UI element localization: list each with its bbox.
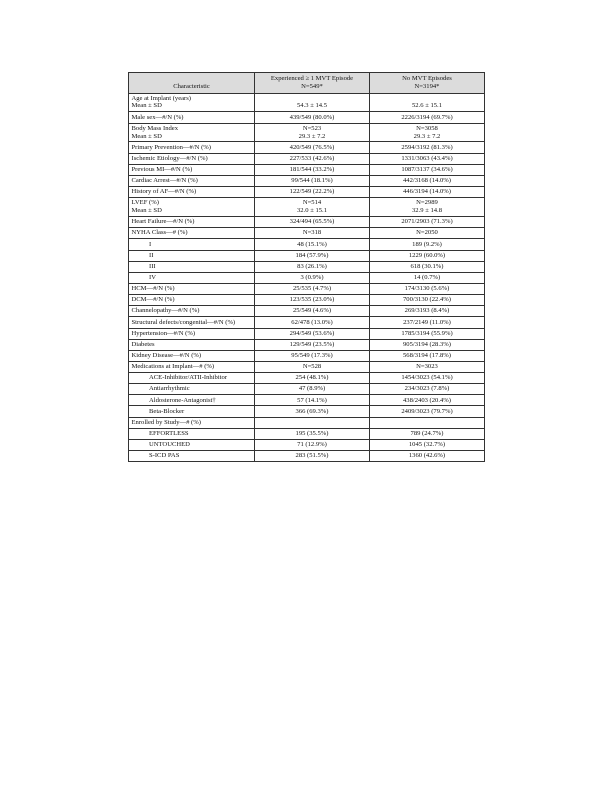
table-row: [129, 217, 485, 228]
cell-line: 95/549 (17.3%): [291, 351, 333, 359]
table-row: [129, 417, 485, 428]
cell-line: Primary Prevention—#/N (%): [131, 143, 211, 151]
value-mvt-episode: [255, 112, 370, 123]
cell-line: N=2989: [416, 199, 438, 207]
table-row: [129, 439, 485, 450]
cell-line: 1785/3194 (55.9%): [401, 329, 453, 337]
table-row: [129, 239, 485, 250]
cell-line: Hypertension—#/N (%): [131, 329, 196, 337]
cell-line: 25/549 (4.6%): [292, 307, 332, 315]
table-row: [129, 384, 485, 395]
value-mvt-episode: [255, 295, 370, 306]
value-no-mvt: [370, 339, 485, 350]
cell-line: [258, 95, 367, 103]
row-label: [129, 406, 255, 417]
cell-line: Mean ± SD: [131, 102, 162, 110]
cell-line: UNTOUCHED: [149, 441, 190, 449]
table-row: [129, 153, 485, 164]
cell-line: Medications at Implant—# (%): [131, 363, 215, 371]
cell-line: IV: [149, 273, 156, 281]
cell-line: III: [149, 262, 156, 270]
cell-line: 14 (0.7%): [413, 273, 441, 281]
value-mvt-episode: [255, 428, 370, 439]
cell-line: 2071/2903 (71.3%): [401, 218, 453, 226]
cell-line: 1087/3137 (34.6%): [401, 165, 453, 173]
value-mvt-episode: [255, 272, 370, 283]
value-mvt-episode: [255, 283, 370, 294]
table-row: [129, 306, 485, 317]
value-mvt-episode: [255, 339, 370, 350]
row-label: [129, 272, 255, 283]
value-mvt-episode: [255, 373, 370, 384]
value-no-mvt: [370, 239, 485, 250]
table-row: [129, 428, 485, 439]
value-no-mvt: [370, 187, 485, 198]
cell-line: Body Mass Index: [131, 124, 179, 132]
value-mvt-episode: [255, 175, 370, 186]
value-mvt-episode: [255, 384, 370, 395]
cell-line: 29.3 ± 7.2: [298, 132, 326, 140]
value-no-mvt: [370, 198, 485, 217]
cell-line: Kidney Disease—#/N (%): [131, 351, 202, 359]
cell-line: 62/478 (13.0%): [291, 318, 333, 326]
cell-line: N=3058: [416, 124, 438, 132]
cell-line: N=318: [302, 229, 322, 237]
cell-line: Mean ± SD: [131, 132, 162, 140]
value-no-mvt: [370, 406, 485, 417]
table-row: [129, 228, 485, 239]
table-row: [129, 350, 485, 361]
value-mvt-episode: [255, 361, 370, 372]
row-label: [129, 306, 255, 317]
row-label: [129, 217, 255, 228]
cell-line: 52.6 ± 15.1: [412, 102, 442, 110]
row-label: [129, 187, 255, 198]
cell-line: 269/3193 (8.4%): [404, 307, 450, 315]
characteristics-table: [128, 72, 485, 462]
cell-line: 294/549 (53.6%): [289, 329, 335, 337]
cell-line: Mean ± SD: [131, 207, 162, 215]
table-row: [129, 164, 485, 175]
cell-line: Antiarrhythmic: [149, 385, 190, 393]
cell-line: 25/535 (4.7%): [292, 285, 332, 293]
cell-line: 442/3168 (14.0%): [403, 177, 451, 185]
cell-line: 71 (12.9%): [297, 441, 327, 449]
cell-line: 618 (30.1%): [410, 262, 444, 270]
value-mvt-episode: [255, 187, 370, 198]
row-label: [129, 339, 255, 350]
cell-line: I: [149, 240, 152, 248]
cell-line: 2226/3194 (69.7%): [401, 113, 453, 121]
row-label: [129, 153, 255, 164]
cell-line: 181/544 (33.2%): [289, 165, 335, 173]
row-label: [129, 417, 255, 428]
cell-line: [373, 419, 482, 427]
cell-line: Beta-Blocker: [149, 407, 185, 415]
cell-line: 254 (48.1%): [295, 374, 329, 382]
cell-line: N=528: [302, 363, 322, 371]
header-line: No MVT Episodes: [402, 75, 452, 82]
row-label: [129, 228, 255, 239]
value-mvt-episode: [255, 93, 370, 112]
row-label: [129, 373, 255, 384]
row-label: [129, 395, 255, 406]
value-no-mvt: [370, 373, 485, 384]
cell-line: 195 (35.5%): [295, 429, 329, 437]
value-mvt-episode: [255, 228, 370, 239]
row-label: [129, 239, 255, 250]
cell-line: Previous MI—#/N (%): [131, 165, 193, 173]
header-mvt-episode: [255, 73, 370, 94]
table-row: [129, 328, 485, 339]
value-mvt-episode: [255, 142, 370, 153]
value-no-mvt: [370, 175, 485, 186]
table-row: [129, 339, 485, 350]
header-row: [129, 73, 485, 94]
cell-line: Heart Failure—#/N (%): [131, 218, 195, 226]
cell-line: NYHA Class—# (%): [131, 229, 188, 237]
cell-line: N=523: [302, 124, 322, 132]
row-label: [129, 250, 255, 261]
cell-line: 568/3194 (17.8%): [403, 351, 451, 359]
value-no-mvt: [370, 123, 485, 142]
row-label: [129, 164, 255, 175]
cell-line: 129/549 (23.5%): [289, 340, 335, 348]
table-row: [129, 112, 485, 123]
value-no-mvt: [370, 164, 485, 175]
value-no-mvt: [370, 417, 485, 428]
cell-line: 99/544 (18.1%): [291, 177, 333, 185]
cell-line: EFFORTLESS: [149, 429, 189, 437]
value-no-mvt: [370, 328, 485, 339]
cell-line: 420/549 (76.5%): [289, 143, 335, 151]
cell-line: 32.0 ± 15.1: [297, 207, 327, 215]
value-no-mvt: [370, 384, 485, 395]
value-mvt-episode: [255, 164, 370, 175]
value-mvt-episode: [255, 153, 370, 164]
cell-line: 905/3194 (28.3%): [403, 340, 451, 348]
value-no-mvt: [370, 142, 485, 153]
table-row: [129, 123, 485, 142]
cell-line: 48 (15.1%): [297, 240, 327, 248]
value-no-mvt: [370, 93, 485, 112]
cell-line: 1229 (60.0%): [408, 251, 446, 259]
value-mvt-episode: [255, 451, 370, 462]
cell-line: 1045 (32.7%): [408, 441, 446, 449]
row-label: [129, 350, 255, 361]
value-no-mvt: [370, 228, 485, 239]
value-no-mvt: [370, 395, 485, 406]
cell-line: [258, 419, 367, 427]
cell-line: 1360 (42.6%): [408, 452, 446, 460]
value-mvt-episode: [255, 306, 370, 317]
cell-line: N=3023: [416, 363, 438, 371]
value-mvt-episode: [255, 217, 370, 228]
table-row: [129, 261, 485, 272]
row-label: [129, 328, 255, 339]
cell-line: Age at Implant (years): [131, 94, 192, 102]
row-label: [129, 451, 255, 462]
cell-line: S-ICD PAS: [149, 452, 180, 460]
cell-line: HCM—#/N (%): [131, 285, 175, 293]
row-label: [129, 361, 255, 372]
value-mvt-episode: [255, 250, 370, 261]
cell-line: 366 (69.3%): [295, 407, 329, 415]
value-no-mvt: [370, 272, 485, 283]
cell-line: 123/535 (23.0%): [289, 296, 335, 304]
value-mvt-episode: [255, 328, 370, 339]
cell-line: Ischemic Etiology—#/N (%): [131, 154, 208, 162]
cell-line: 324/494 (65.5%): [289, 218, 335, 226]
value-no-mvt: [370, 350, 485, 361]
cell-line: 789 (24.7%): [410, 429, 444, 437]
row-label: [129, 283, 255, 294]
value-no-mvt: [370, 439, 485, 450]
cell-line: 237/2149 (11.0%): [403, 318, 451, 326]
table-row: [129, 373, 485, 384]
cell-line: 2594/3192 (81.3%): [401, 143, 453, 151]
cell-line: 439/549 (80.0%): [289, 113, 335, 121]
cell-line: [373, 95, 482, 103]
cell-line: 700/3130 (22.4%): [403, 296, 451, 304]
value-no-mvt: [370, 295, 485, 306]
cell-line: 227/533 (42.6%): [289, 154, 335, 162]
cell-line: Structural defects/congenital—#/N (%): [131, 318, 236, 326]
cell-line: Cardiac Arrest—#/N (%): [131, 177, 198, 185]
cell-line: DCM—#/N (%): [131, 296, 175, 304]
cell-line: N=514: [302, 199, 322, 207]
cell-line: Channelopathy—#/N (%): [131, 307, 200, 315]
cell-line: 283 (51.5%): [295, 452, 329, 460]
value-no-mvt: [370, 153, 485, 164]
row-label: [129, 93, 255, 112]
cell-line: 3 (0.9%): [300, 273, 324, 281]
table-row: [129, 198, 485, 217]
row-label: [129, 317, 255, 328]
table-row: [129, 361, 485, 372]
table-row: [129, 142, 485, 153]
row-label: [129, 439, 255, 450]
row-label: [129, 295, 255, 306]
value-no-mvt: [370, 361, 485, 372]
cell-line: N=2050: [416, 229, 438, 237]
cell-line: ACE-Inhibitor/ATII-Inhibitor: [149, 374, 228, 382]
cell-line: 1331/3063 (43.4%): [401, 154, 453, 162]
cell-line: Aldosterone-Antagonist†: [149, 396, 216, 404]
row-label: [129, 384, 255, 395]
table-body: [129, 93, 485, 462]
value-mvt-episode: [255, 317, 370, 328]
value-mvt-episode: [255, 261, 370, 272]
cell-line: Diabetes: [131, 340, 155, 348]
cell-line: 438/2403 (20.4%): [403, 396, 451, 404]
row-label: [129, 123, 255, 142]
cell-line: 54.3 ± 14.5: [297, 102, 327, 110]
header-characteristic: [129, 73, 255, 94]
value-no-mvt: [370, 112, 485, 123]
value-mvt-episode: [255, 123, 370, 142]
table-row: [129, 175, 485, 186]
value-no-mvt: [370, 451, 485, 462]
table-row: [129, 283, 485, 294]
cell-line: 57 (14.1%): [297, 396, 327, 404]
value-mvt-episode: [255, 439, 370, 450]
cell-line: 47 (8.9%): [298, 385, 326, 393]
cell-line: 32.9 ± 14.8: [412, 207, 442, 215]
header-no-mvt: [370, 73, 485, 94]
table-row: [129, 317, 485, 328]
cell-line: 446/3194 (14.0%): [403, 188, 451, 196]
row-label: [129, 112, 255, 123]
value-no-mvt: [370, 428, 485, 439]
table-row: [129, 272, 485, 283]
value-no-mvt: [370, 261, 485, 272]
value-mvt-episode: [255, 239, 370, 250]
value-mvt-episode: [255, 406, 370, 417]
table-row: [129, 295, 485, 306]
header-line: N=3194*: [414, 82, 440, 90]
value-mvt-episode: [255, 198, 370, 217]
cell-line: 189 (9.2%): [412, 240, 442, 248]
cell-line: LVEF (%): [131, 199, 159, 207]
cell-line: 1454/3023 (54.1%): [401, 374, 453, 382]
value-no-mvt: [370, 217, 485, 228]
value-no-mvt: [370, 250, 485, 261]
cell-line: II: [149, 251, 154, 259]
value-mvt-episode: [255, 395, 370, 406]
value-no-mvt: [370, 317, 485, 328]
table-row: [129, 395, 485, 406]
value-no-mvt: [370, 306, 485, 317]
row-label: [129, 261, 255, 272]
table-row: [129, 250, 485, 261]
table-row: [129, 93, 485, 112]
cell-line: 234/3023 (7.8%): [404, 385, 450, 393]
cell-line: 29.3 ± 7.2: [413, 132, 441, 140]
cell-line: 122/549 (22.2%): [289, 188, 335, 196]
row-label: [129, 428, 255, 439]
value-mvt-episode: [255, 417, 370, 428]
table-row: [129, 451, 485, 462]
row-label: [129, 142, 255, 153]
header-line: N=549*: [301, 82, 323, 90]
value-no-mvt: [370, 283, 485, 294]
cell-line: 174/3130 (5.6%): [404, 285, 450, 293]
cell-line: 184 (57.9%): [295, 251, 329, 259]
cell-line: 2409/3023 (79.7%): [401, 407, 453, 415]
header-line: Experienced ≥ 1 MVT Episode: [270, 75, 354, 82]
row-label: [129, 175, 255, 186]
table-row: [129, 187, 485, 198]
header-line: Characteristic: [173, 82, 210, 90]
table-row: [129, 406, 485, 417]
cell-line: Enrolled by Study—# (%): [131, 418, 201, 426]
cell-line: Male sex—#/N (%): [131, 113, 184, 121]
row-label: [129, 198, 255, 217]
cell-line: 83 (26.1%): [297, 262, 327, 270]
value-mvt-episode: [255, 350, 370, 361]
cell-line: History of AF—#/N (%): [131, 188, 197, 196]
